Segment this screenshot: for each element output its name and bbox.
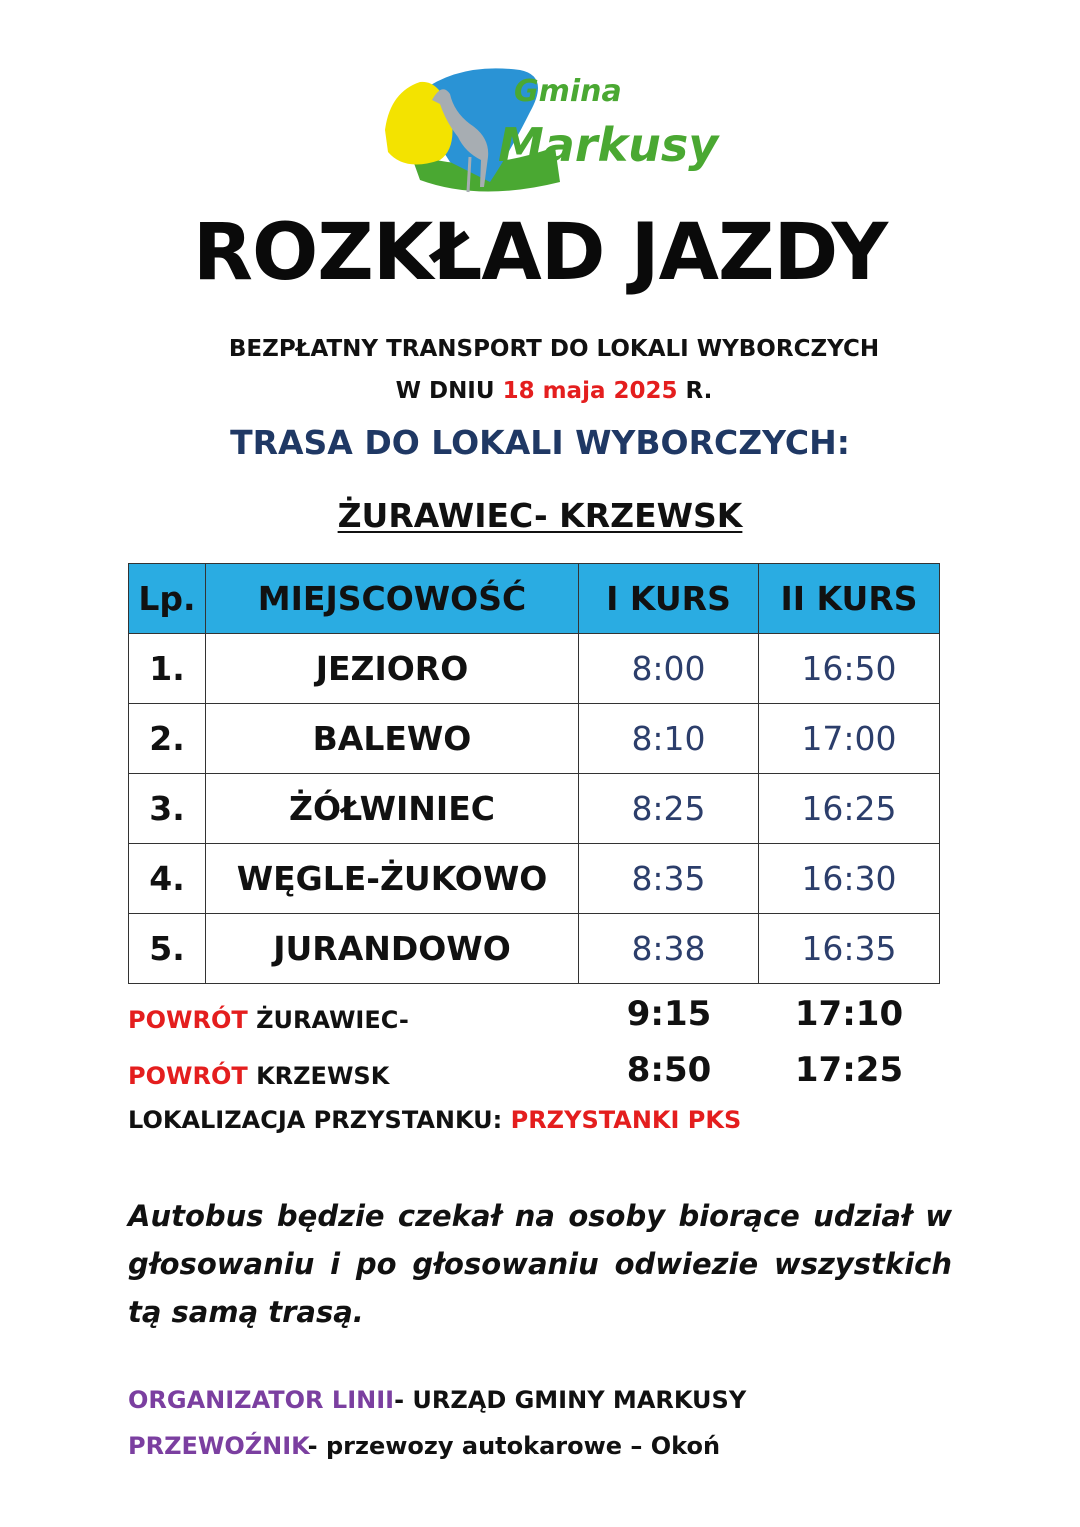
row-course-2: 16:25 [759, 774, 940, 844]
header-lp: Lp. [129, 564, 206, 634]
row-course-2: 16:30 [759, 844, 940, 914]
subtitle-line-1: BEZPŁATNY TRANSPORT DO LOKALI WYBORCZYCH [228, 336, 880, 362]
page-title: ROZKŁAD JAZDY [192, 208, 888, 298]
return-course-2: 17:25 [794, 1050, 904, 1090]
row-course-2: 16:50 [759, 634, 940, 704]
gmina-markusy-logo [380, 52, 719, 202]
row-place: ŻÓŁWINIEC [206, 774, 579, 844]
stop-location-value: PRZYSTANKI PKS [510, 1106, 742, 1134]
return-course-2: 17:10 [794, 994, 904, 1034]
row-place: JEZIORO [206, 634, 579, 704]
return-row-krzewsk [128, 1050, 939, 1100]
row-place: BALEWO [206, 704, 579, 774]
organizer [128, 1386, 746, 1414]
date-suffix: R. [685, 378, 713, 404]
table-row [129, 774, 940, 844]
organizer-label: ORGANIZATOR LINII [128, 1386, 395, 1414]
row-place: JURANDOWO [206, 914, 579, 984]
row-course-1: 8:38 [579, 914, 759, 984]
row-number: 4. [129, 844, 206, 914]
row-course-2: 16:35 [759, 914, 940, 984]
route-name-text: ŻURAWIEC- KRZEWSK [337, 496, 743, 535]
logo-line-2: Markusy [498, 118, 719, 172]
row-course-1: 8:35 [579, 844, 759, 914]
return-place: KRZEWSK [256, 1062, 390, 1090]
header-course-2: II KURS [759, 564, 940, 634]
bus-note: Autobus będzie czekał na osoby biorące udział w głosowaniu i po głosowaniu odwiezie wszystkich tą samą trasą. [128, 1199, 952, 1329]
row-course-1: 8:10 [579, 704, 759, 774]
row-course-2: 17:00 [759, 704, 940, 774]
return-keyword: POWRÓT [128, 1006, 248, 1034]
carrier-value: - przewozy autokarowe – Okoń [307, 1432, 721, 1460]
row-number: 3. [129, 774, 206, 844]
return-label [128, 1006, 409, 1034]
row-course-1: 8:00 [579, 634, 759, 704]
logo-line-1: Gmina [514, 74, 622, 109]
return-course-1: 8:50 [626, 1050, 712, 1090]
row-number: 5. [129, 914, 206, 984]
row-place: WĘGLE-ŻUKOWO [206, 844, 579, 914]
timetable [128, 563, 940, 984]
stop-location [128, 1106, 741, 1134]
table-row [129, 704, 940, 774]
table-header-row [129, 564, 940, 634]
table-row [129, 634, 940, 704]
subtitle-line-2 [0, 378, 1080, 404]
header-course-1: I KURS [579, 564, 759, 634]
row-number: 1. [129, 634, 206, 704]
header-place: MIEJSCOWOŚĆ [206, 564, 579, 634]
return-row-zurawiec [128, 994, 939, 1044]
return-place: ŻURAWIEC- [256, 1006, 409, 1034]
organizer-value: - URZĄD GMINY MARKUSY [394, 1386, 747, 1414]
stop-location-label: LOKALIZACJA PRZYSTANKU: [128, 1106, 503, 1134]
table-row [129, 844, 940, 914]
route-heading: TRASA DO LOKALI WYBORCZYCH: [230, 423, 850, 462]
carrier [128, 1432, 720, 1460]
return-label [128, 1062, 389, 1090]
route-name [0, 496, 1080, 535]
return-course-1: 9:15 [626, 994, 712, 1034]
carrier-label: PRZEWOŹNIK [128, 1432, 308, 1460]
row-course-1: 8:25 [579, 774, 759, 844]
date-prefix: W DNIU [395, 378, 495, 404]
return-keyword: POWRÓT [128, 1062, 248, 1090]
table-row [129, 914, 940, 984]
election-date: 18 maja 2025 [502, 378, 678, 404]
row-number: 2. [129, 704, 206, 774]
